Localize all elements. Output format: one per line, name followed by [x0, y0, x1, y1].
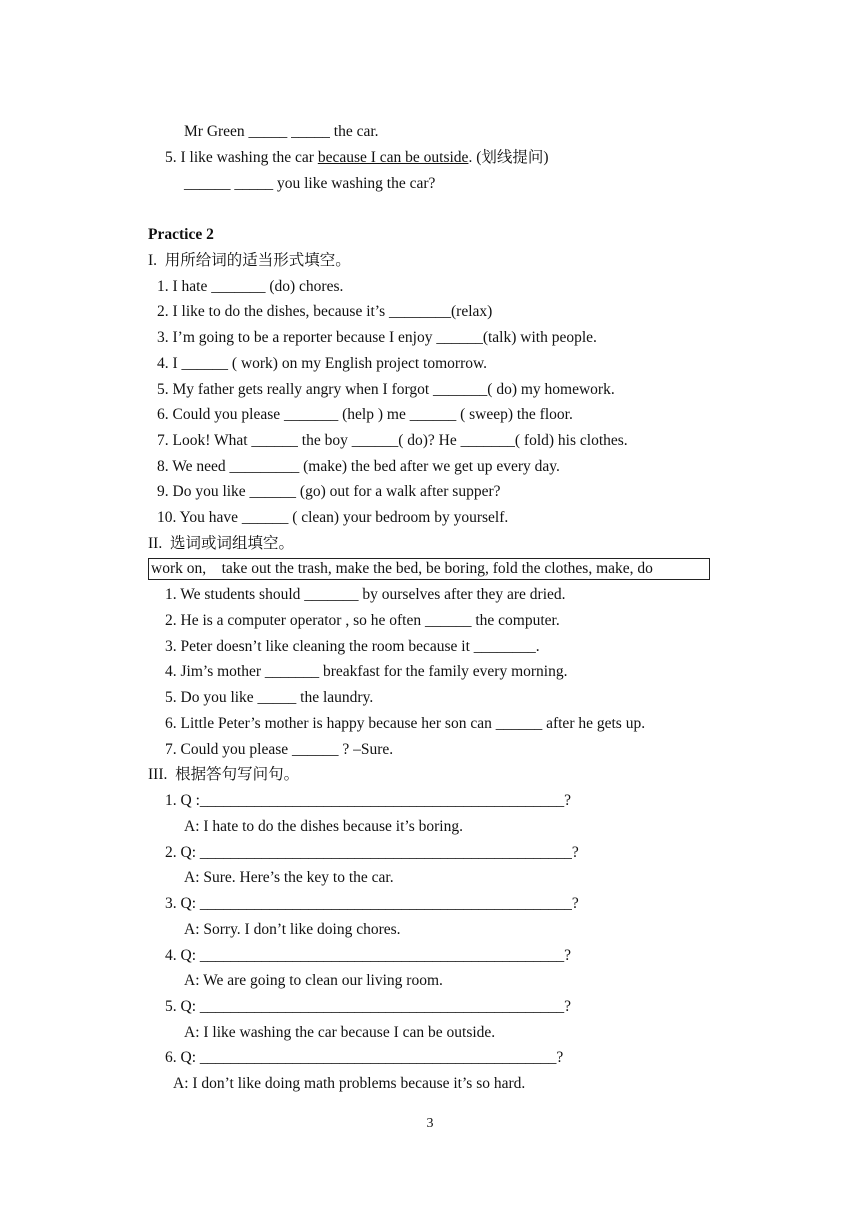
- s2-item: 3. Peter doesn’t like cleaning the room because it ________.: [165, 638, 540, 655]
- s2-item: 5. Do you like _____ the laundry.: [165, 689, 374, 706]
- s3-answer: A: Sure. Here’s the key to the car.: [184, 869, 394, 886]
- s3-question: 5. Q: _______________________________________________?: [165, 998, 572, 1015]
- s1-item: 9. Do you like ______ (go) out for a walk after supper?: [157, 483, 501, 500]
- s3-question: 1. Q :_______________________________________________?: [165, 792, 572, 809]
- section-1-heading: I. 用所给词的适当形式填空。: [148, 252, 351, 269]
- s2-item: 2. He is a computer operator , so he often ______ the computer.: [165, 612, 560, 629]
- s2-item: 7. Could you please ______ ? –Sure.: [165, 741, 394, 758]
- s2-item: 1. We students should _______ by ourselves after they are dried.: [165, 586, 566, 603]
- s3-question: 4. Q: _______________________________________________?: [165, 947, 572, 964]
- s3-answer: A: I don’t like doing math problems because it’s so hard.: [173, 1075, 526, 1092]
- s1-item: 7. Look! What ______ the boy ______( do)? He _______( fold) his clothes.: [157, 432, 628, 449]
- s1-item: 2. I like to do the dishes, because it’s ________(relax): [157, 303, 493, 320]
- s3-answer: A: We are going to clean our living room.: [184, 972, 443, 989]
- carryover-line-1: Mr Green _____ _____ the car.: [184, 123, 379, 140]
- item5-prefix: 5. I like washing the car: [165, 149, 318, 166]
- practice-title: Practice 2: [148, 226, 214, 243]
- s2-item: 6. Little Peter’s mother is happy because her son can ______ after he gets up.: [165, 715, 646, 732]
- s3-answer: A: I hate to do the dishes because it’s boring.: [184, 818, 463, 835]
- page-number: 3: [426, 1116, 434, 1131]
- s3-question: 2. Q: ________________________________________________?: [165, 844, 579, 861]
- s3-answer: A: I like washing the car because I can be outside.: [184, 1024, 496, 1041]
- s3-question: 6. Q: ______________________________________________?: [165, 1049, 564, 1066]
- item5-suffix: . (划线提问): [468, 149, 549, 166]
- s1-item: 8. We need _________ (make) the bed after we get up every day.: [157, 458, 560, 475]
- s2-item: 4. Jim’s mother _______ breakfast for the family every morning.: [165, 663, 568, 680]
- s1-item: 10. You have ______ ( clean) your bedroom by yourself.: [157, 509, 509, 526]
- s1-item: 5. My father gets really angry when I forgot _______( do) my homework.: [157, 381, 615, 398]
- word-box: work on, take out the trash, make the bed, be boring, fold the clothes, make, do: [148, 558, 710, 580]
- s1-item: 6. Could you please _______ (help ) me ______ ( sweep) the floor.: [157, 406, 573, 423]
- section-2-heading: II. 选词或词组填空。: [148, 535, 294, 552]
- carryover-line-3: ______ _____ you like washing the car?: [184, 175, 436, 192]
- s1-item: 3. I’m going to be a reporter because I enjoy ______(talk) with people.: [157, 329, 597, 346]
- item5-underlined: because I can be outside: [317, 149, 469, 166]
- carryover-item-5: [165, 148, 549, 168]
- s1-item: 1. I hate _______ (do) chores.: [157, 278, 344, 295]
- s1-item: 4. I ______ ( work) on my English project tomorrow.: [157, 355, 488, 372]
- s3-answer: A: Sorry. I don’t like doing chores.: [184, 921, 401, 938]
- section-3-heading: III. 根据答句写问句。: [148, 766, 300, 783]
- s3-question: 3. Q: ________________________________________________?: [165, 895, 579, 912]
